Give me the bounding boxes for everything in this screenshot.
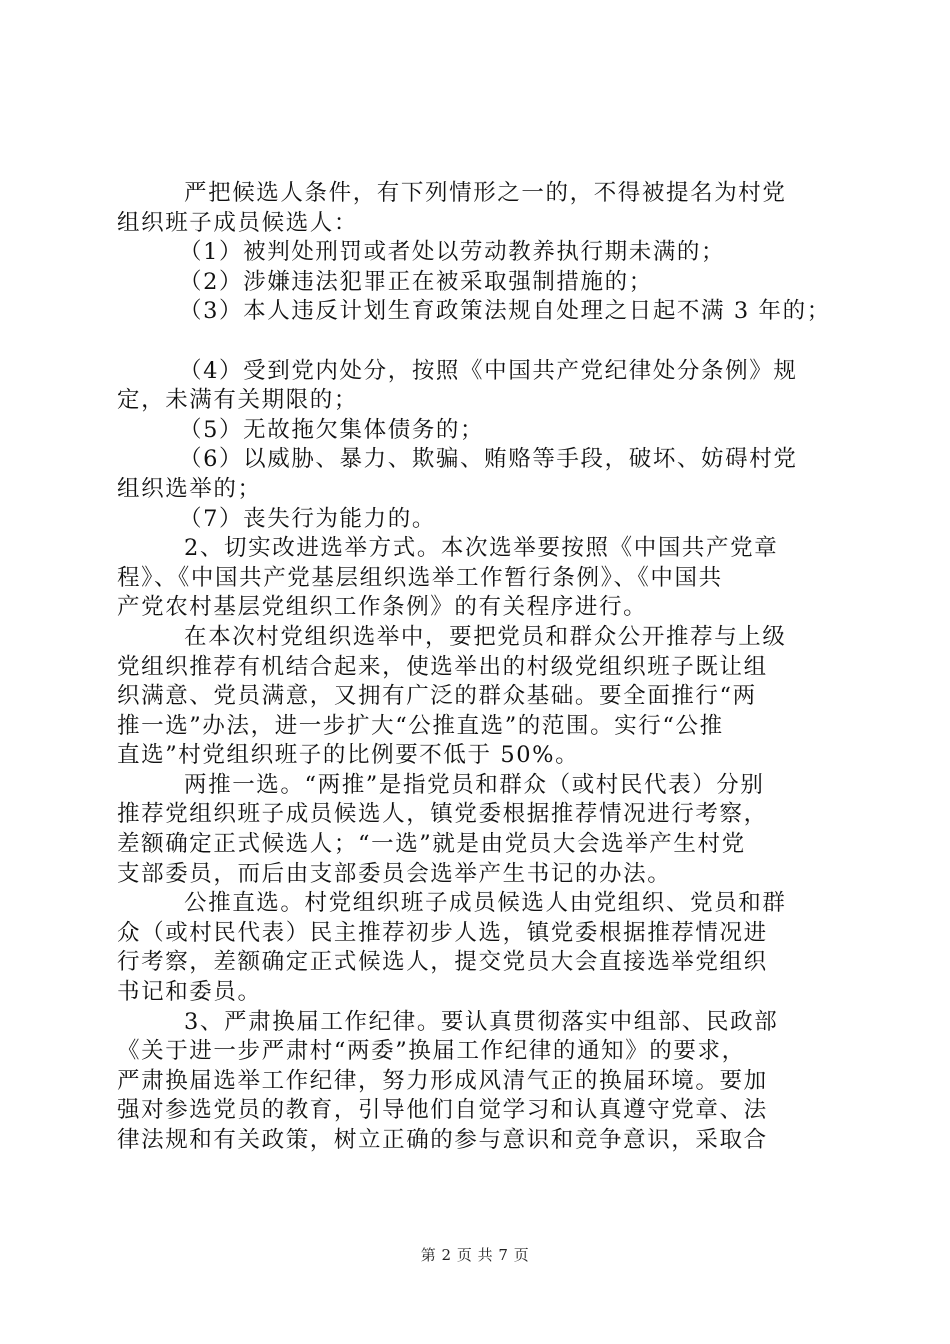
- paragraph-line: 直选”村党组织班子的比例要不低于 50%。: [117, 742, 580, 769]
- paragraph-line: 程》、《中国共产党基层组织选举工作暂行条例》、《中国共: [117, 564, 723, 591]
- paragraph-line: 严把候选人条件，有下列情形之一的，不得被提名为村党: [184, 180, 787, 206]
- paragraph-line: 强对参选党员的教育，引导他们自觉学习和认真遵守党章、法: [117, 1097, 768, 1124]
- paragraph-line: 推荐党组织班子成员候选人，镇党委根据推荐情况进行考察，: [117, 801, 768, 828]
- paragraph-line: 支部委员，而后由支部委员会选举产生书记的办法。: [117, 860, 672, 887]
- list-item-4: （4）受到党内处分，按照《中国共产党纪律处分条例》规: [179, 357, 798, 384]
- blank-line: [117, 327, 837, 357]
- paragraph-line: 两推一选。“两推”是指党员和群众（或村民代表）分别: [184, 771, 765, 798]
- paragraph-line: 织满意、党员满意，又拥有广泛的群众基础。要全面推行“两: [117, 683, 757, 710]
- paragraph-line: 行考察，差额确定正式候选人，提交党员大会直接选举党组织: [117, 949, 768, 976]
- list-item-7: （7）丧失行为能力的。: [179, 505, 436, 532]
- list-item-3: （3）本人违反计划生育政策法规自处理之日起不满 3 年的；: [179, 298, 831, 325]
- paragraph-line: 定，未满有关期限的；: [117, 387, 359, 414]
- paragraph-line: 推一选”办法，进一步扩大“公推直选”的范围。实行“公推: [117, 712, 724, 739]
- paragraph-line: 公推直选。村党组织班子成员候选人由党组织、党员和群: [184, 890, 787, 917]
- paragraph-line: 律法规和有关政策，树立正确的参与意识和竞争意识，采取合: [117, 1127, 768, 1153]
- paragraph-line: 组织班子成员候选人：: [117, 209, 359, 236]
- list-item-5: （5）无故拖欠集体债务的；: [179, 416, 485, 443]
- paragraph-line: 书记和委员。: [117, 979, 262, 1006]
- paragraph-line: 众（或村民代表）民主推荐初步人选，镇党委根据推荐情况进: [117, 919, 768, 946]
- paragraph-line: 在本次村党组织选举中，要把党员和群众公开推荐与上级: [184, 623, 787, 650]
- document-body: [117, 179, 837, 1156]
- section-heading-line: 3、严肃换届工作纪律。要认真贯彻落实中组部、民政部: [184, 1008, 779, 1035]
- paragraph-line: 差额确定正式候选人；“一选”就是由党员大会选举产生村党: [117, 831, 746, 858]
- list-item-2: （2）涉嫌违法犯罪正在被采取强制措施的；: [179, 268, 653, 295]
- paragraph-line: 严肃换届选举工作纪律，努力形成风清气正的换届环境。要加: [117, 1067, 768, 1094]
- paragraph-line: 党组织推荐有机结合起来，使选举出的村级党组织班子既让组: [117, 653, 768, 680]
- section-heading-line: 2、切实改进选举方式。本次选举要按照《中国共产党章: [184, 535, 779, 562]
- list-item-1: （1）被判处刑罚或者处以劳动教养执行期未满的；: [179, 239, 726, 266]
- list-item-6: （6）以威胁、暴力、欺骗、贿赂等手段，破坏、妨碍村党: [179, 446, 798, 473]
- paragraph-line: 《关于进一步严肃村“两委”换届工作纪律的通知》的要求，: [117, 1038, 746, 1065]
- paragraph-line: 产党农村基层党组织工作条例》的有关程序进行。: [117, 594, 648, 621]
- page-footer: 第 2 页 共 7 页: [420, 1246, 530, 1264]
- paragraph-line: 组织选举的；: [117, 475, 262, 502]
